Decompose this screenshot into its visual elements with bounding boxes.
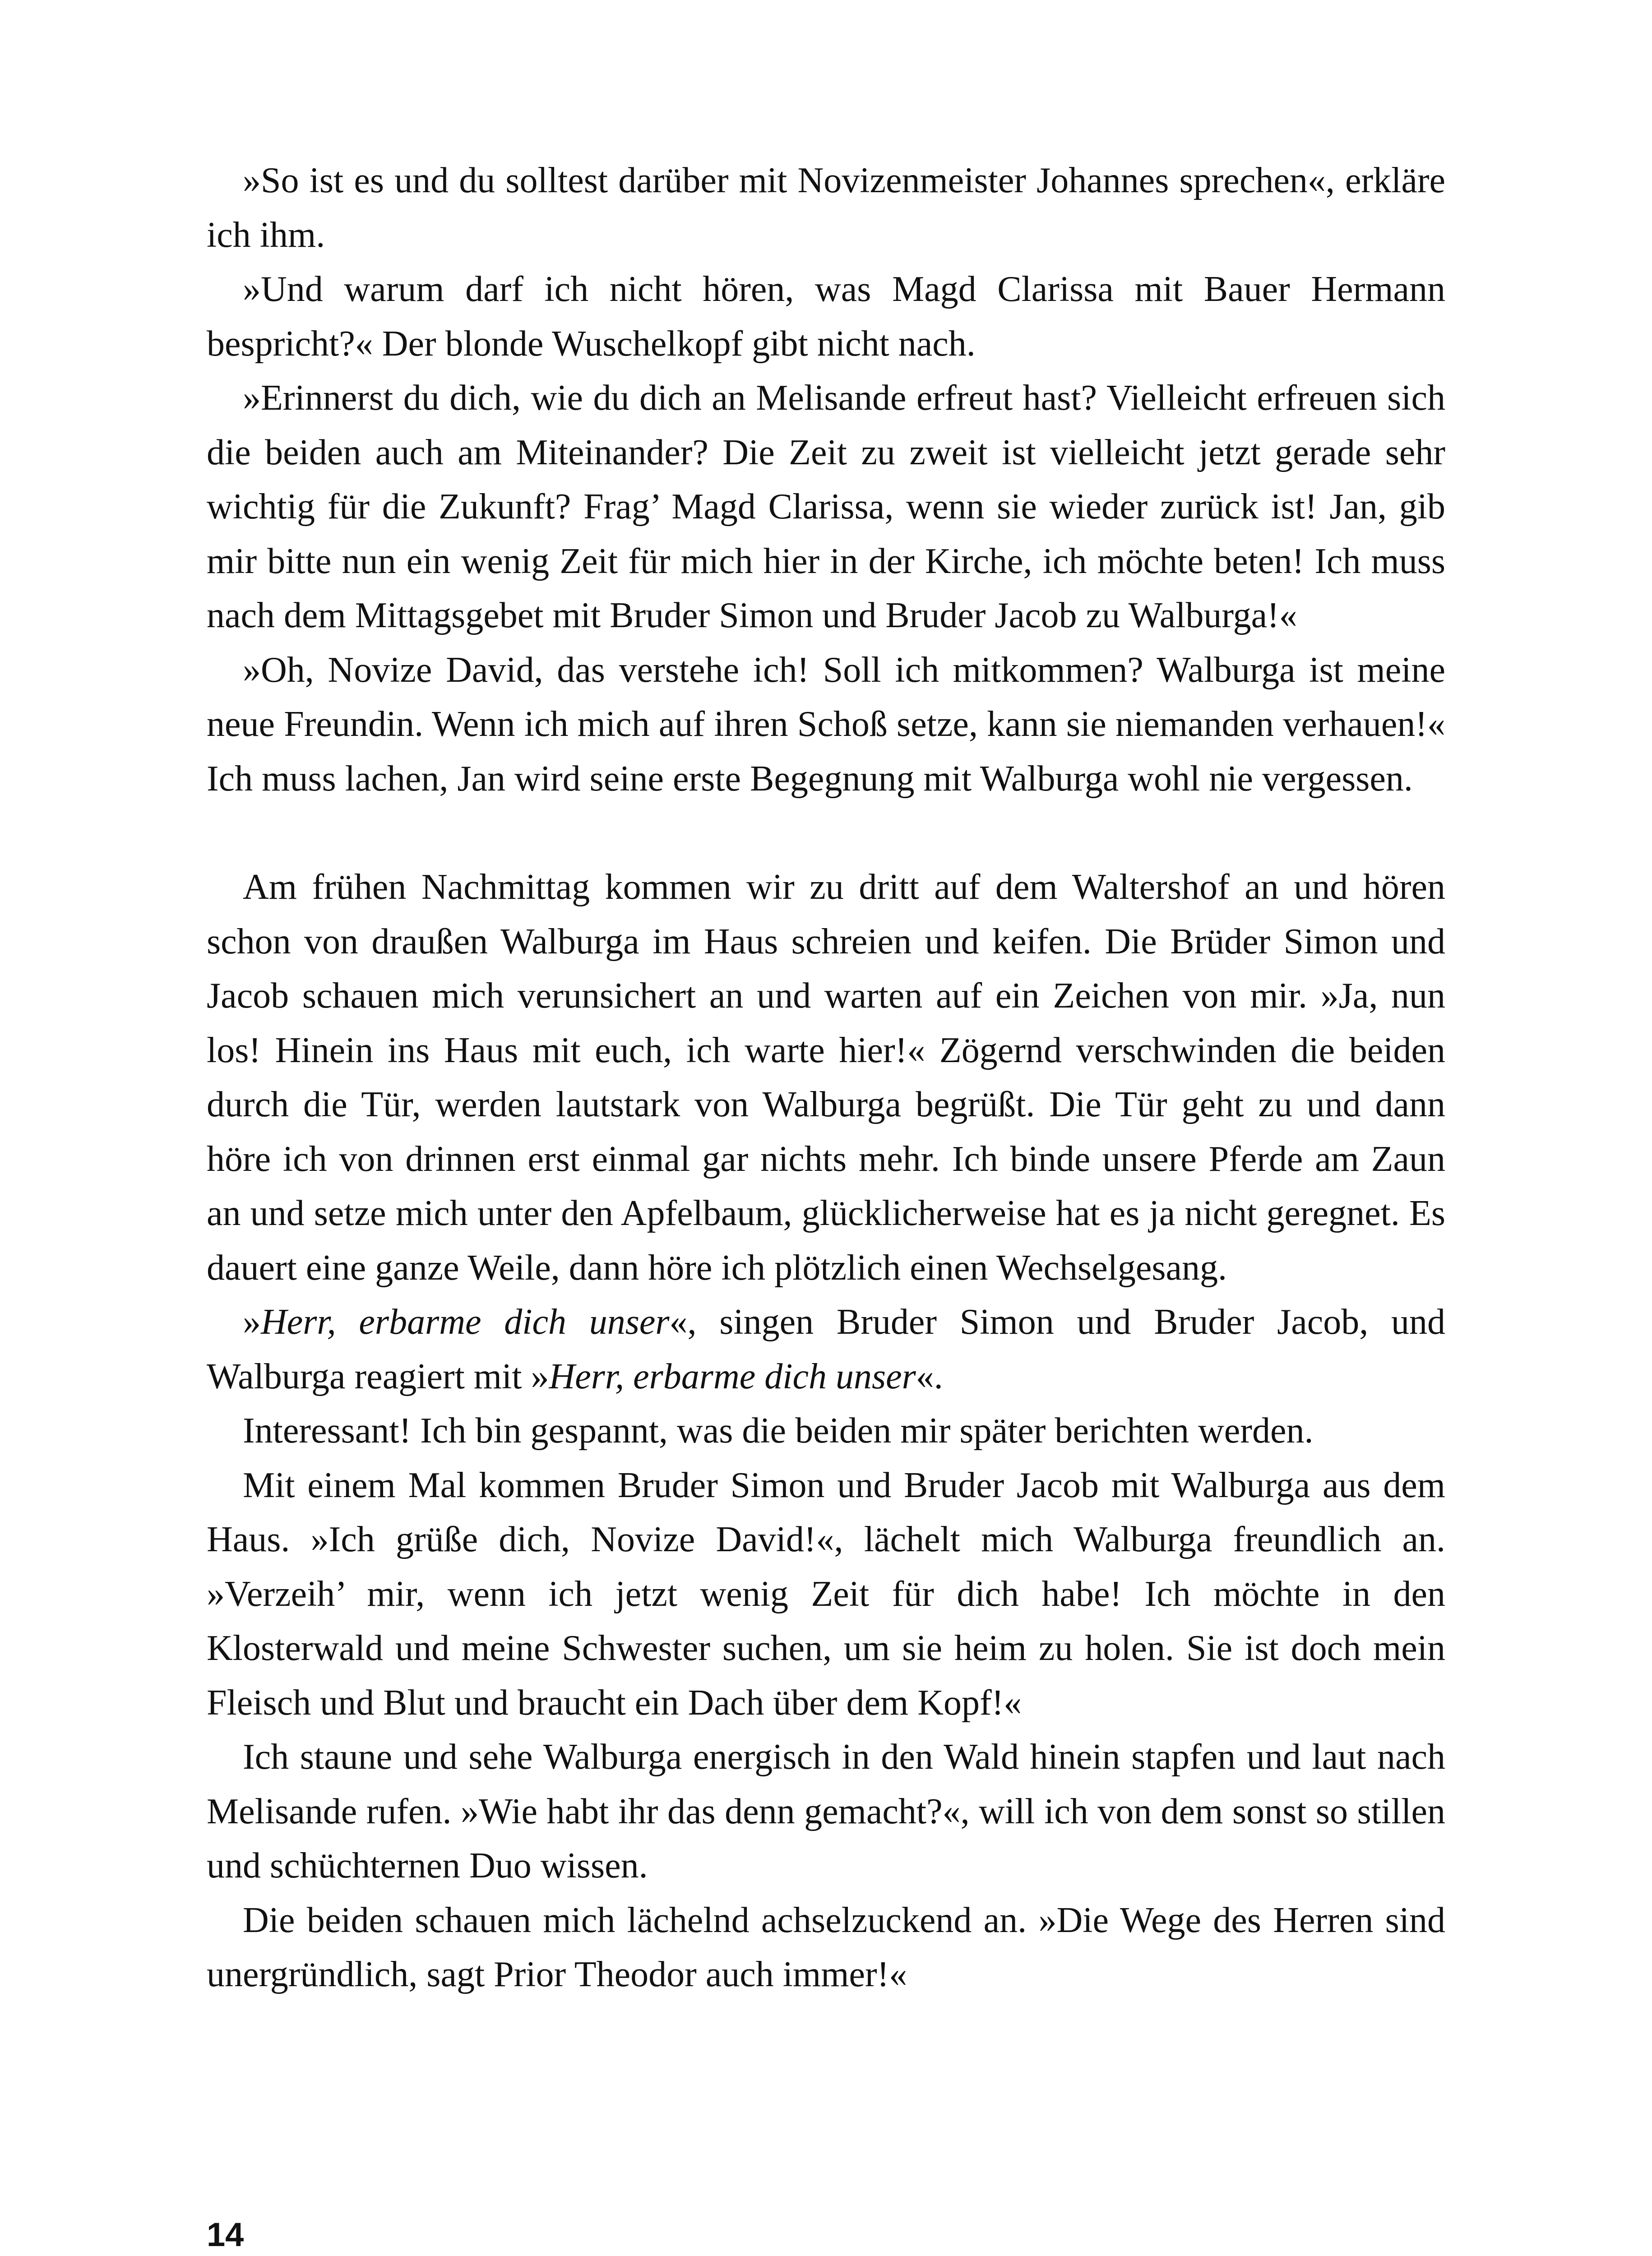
page-number: 14 — [207, 2216, 244, 2253]
chant-text: Herr, erbarme dich unser — [261, 1302, 670, 1342]
chant-text-response: Herr, erbarme dich unser — [549, 1356, 916, 1396]
section-break — [207, 806, 1445, 860]
paragraph: Am frühen Nachmittag kommen wir zu dritt auf dem Waltershof an und hören schon von draußen Walburga im Haus schreien und keifen. Die Brüder Simon und Jacob schauen mich verunsichert an und warten auf ein Zeichen von mir. »Ja, nun los! Hinein ins Haus mit euch, ich warte hier!« Zögernd verschwinden die beiden durch die Tür, werden lautstark von Walburga begrüßt. Die Tür geht zu und dann höre ich von drinnen erst einmal gar nichts mehr. Ich binde unsere Pferde am Zaun an und setze mich unter den Apfelbaum, glücklicherweise hat es ja nicht geregnet. Es dauert eine ganze Weile, dann höre ich plötzlich einen Wechselgesang. — [207, 867, 1445, 1288]
paragraph-text: «, singen Bruder Simon und Bruder Jacob, und Walburga reagiert mit » — [207, 1302, 1445, 1396]
quote-mark: «. — [916, 1356, 943, 1396]
paragraph: »So ist es und du solltest darüber mit Novizenmeister Johannes sprechen«, erkläre ich ihm. — [207, 161, 1445, 255]
paragraph: Mit einem Mal kommen Bruder Simon und Bruder Jacob mit Walburga aus dem Haus. »Ich grüße dich, Novize David!«, lächelt mich Walburga freundlich an. »Verzeih’ mir, wenn ich jetzt wenig Zeit für dich habe! Ich möchte in den Klosterwald und meine Schwester suchen, um sie heim zu holen. Sie ist doch mein Fleisch und Blut und braucht ein Dach über dem Kopf!« — [207, 1465, 1445, 1723]
body-text — [207, 153, 1445, 2002]
paragraph: Die beiden schauen mich lächelnd achselzuckend an. »Die Wege des Herren sind unergründlich, sagt Prior Theodor auch immer!« — [207, 1900, 1445, 1994]
paragraph: »Oh, Novize David, das verstehe ich! Soll ich mitkommen? Walburga ist meine neue Freundin. Wenn ich mich auf ihren Schoß setze, kann sie niemanden verhauen!« Ich muss lachen, Jan wird seine erste Begegnung mit Walburga wohl nie vergessen. — [207, 650, 1445, 799]
paragraph-chant — [207, 1295, 1445, 1404]
paragraph: »Erinnerst du dich, wie du dich an Melisande erfreut hast? Vielleicht erfreuen sich die beiden auch am Miteinander? Die Zeit zu zweit ist vielleicht jetzt gerade sehr wichtig für die Zukunft? Frag’ Magd Clarissa, wenn sie wieder zurück ist! Jan, gib mir bitte nun ein wenig Zeit für mich hier in der Kirche, ich möchte beten! Ich muss nach dem Mittagsgebet mit Bruder Simon und Bruder Jacob zu Walburga!« — [207, 378, 1445, 635]
paragraph: Interessant! Ich bin gespannt, was die beiden mir später berichten werden. — [243, 1411, 1314, 1451]
paragraph: Ich staune und sehe Walburga energisch in den Wald hinein stapfen und laut nach Melisande rufen. »Wie habt ihr das denn gemacht?«, will ich von dem sonst so stillen und schüchternen Duo wissen. — [207, 1737, 1445, 1886]
quote-mark: » — [243, 1302, 261, 1342]
paragraph: »Und warum darf ich nicht hören, was Magd Clarissa mit Bauer Hermann bespricht?« Der blonde Wuschelkopf gibt nicht nach. — [207, 269, 1445, 364]
